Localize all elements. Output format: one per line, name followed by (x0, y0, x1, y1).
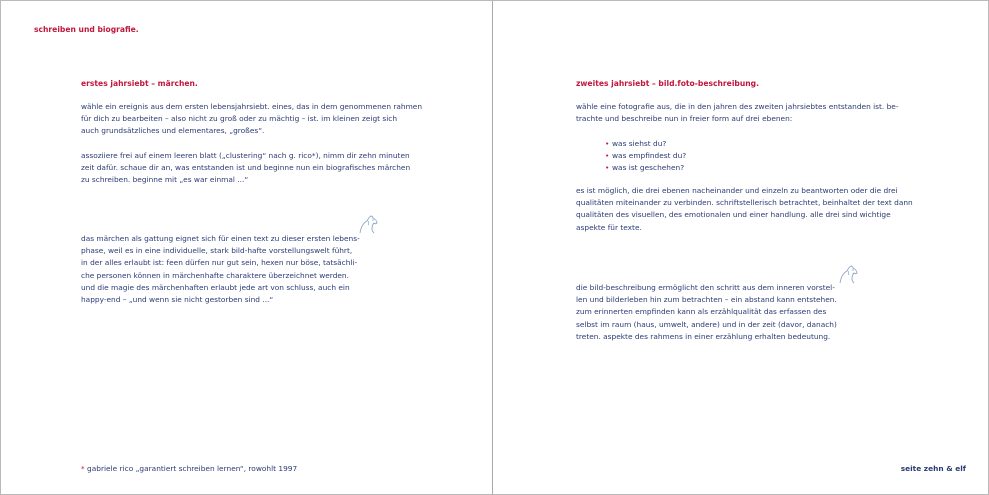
page-number: seite zehn & elf (900, 464, 966, 473)
question-list (605, 138, 686, 175)
horse-head-icon (357, 213, 379, 235)
section-title-left: erstes jahrsiebt – märchen. (81, 79, 198, 88)
footnote-marker: * (81, 464, 85, 473)
left-page (1, 1, 492, 494)
footnote (81, 464, 297, 473)
right-paragraph-3: die bild-beschreibung ermöglicht den schritt aus dem inneren vorstel- len und bilderleben hin zum betrachten – ein abstand kann entstehen. zum erinnerten empfinden kann als erzählqualität das erfassen des selbst im raum (haus, umwelt, andere) und in der zeit (davor, danach) treten. aspekte des rahmens in einer erzählung erhalten bedeutung. (576, 283, 837, 341)
right-paragraph-2: es ist möglich, die drei ebenen nacheinander und einzeln zu beantworten oder die drei qualitäten miteinander zu verbinden. schriftstellerisch betrachtet, beinhaltet der text dann qualitäten des visuellen, des emotionalen und einer handlung. alle drei sind wichtige aspekte für texte. (576, 186, 913, 232)
list-item: • was ist geschehen? (605, 163, 685, 173)
right-page (493, 1, 988, 494)
left-paragraph-1: wähle ein ereignis aus dem ersten lebensjahrsiebt. eines, das in dem genommenen rahmen für dich zu bearbeiten – also nicht zu groß oder zu mächtig – ist. im kleinen zeigt sich auch grundsätzliches und elementares, „großes“. (81, 102, 423, 136)
list-item: • was empfindest du? (605, 151, 687, 161)
right-paragraph-1: wähle eine fotografie aus, die in den jahren des zweiten jahrsiebtes entstanden ist. be- trachte und beschreibe nun in freier form auf drei ebenen: (576, 102, 899, 124)
list-item: • was siehst du? (605, 139, 667, 148)
footnote-text: gabriele rico „garantiert schreiben lernen“, rowohlt 1997 (84, 464, 298, 473)
left-paragraph-3: das märchen als gattung eignet sich für einen text zu dieser ersten lebens- phase, weil es in eine individuelle, stark bild-hafte vorstellungswelt führt, in der alles erlaubt ist: feen dürfen nur gut sein, hexen nur böse, tatsächli- che personen können in märchenhafte charaktere überzeichnet werden. und die magie des märchenhaften erlaubt jede art von schluss, auch ein happy-end – „und wenn sie nicht gestorben sind ...“ (81, 234, 360, 305)
running-head: schreiben und biografie. (34, 25, 139, 34)
left-paragraph-2: assoziiere frei auf einem leeren blatt („clustering“ nach g. rico*), nimm dir zehn minuten zeit dafür. schaue dir an, was entstanden ist und beginne nun ein biografisches märchen zu schreiben. beginne mit „es war einmal ...“ (81, 151, 411, 185)
section-title-right: zweites jahrsiebt – bild.foto-beschreibung. (576, 79, 759, 88)
horse-head-icon (837, 263, 859, 285)
